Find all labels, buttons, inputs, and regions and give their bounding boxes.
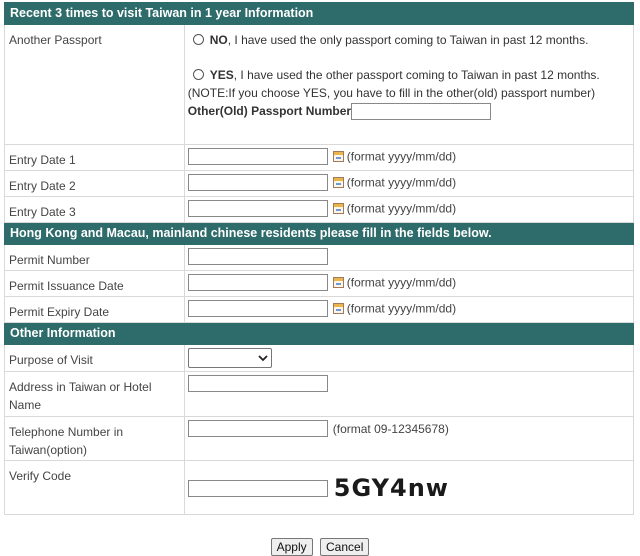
address-label: Address in Taiwan or Hotel Name	[5, 372, 185, 417]
permit-expiry-input[interactable]	[188, 300, 328, 317]
permit-issuance-input[interactable]	[188, 274, 328, 291]
telephone-input[interactable]	[188, 420, 328, 437]
old-passport-label: Other(Old) Passport Number	[187, 104, 352, 118]
cancel-button[interactable]: Cancel	[320, 538, 369, 556]
calendar-icon[interactable]	[333, 303, 344, 314]
option-yes-label: YES	[209, 68, 234, 82]
section-hk-macau-header: Hong Kong and Macau, mainland chinese residents please fill in the fields below.	[5, 223, 634, 245]
radio-no[interactable]	[193, 34, 204, 45]
calendar-icon[interactable]	[333, 277, 344, 288]
entry-date-1-label: Entry Date 1	[5, 145, 185, 171]
verify-code-input[interactable]	[188, 480, 328, 497]
visa-form	[4, 2, 634, 515]
calendar-icon[interactable]	[333, 177, 344, 188]
purpose-label: Purpose of Visit	[5, 345, 185, 372]
date-format-hint: (format yyyy/mm/dd)	[346, 301, 457, 316]
purpose-select[interactable]	[188, 348, 272, 368]
apply-button[interactable]: Apply	[271, 538, 313, 556]
section-other-info-header: Other Information	[5, 323, 634, 345]
entry-date-3-input[interactable]	[188, 200, 328, 217]
permit-number-input[interactable]	[188, 248, 328, 265]
another-passport-options	[188, 28, 633, 122]
another-passport-label: Another Passport	[5, 25, 185, 145]
entry-date-2-input[interactable]	[188, 174, 328, 191]
address-input[interactable]	[188, 375, 328, 392]
calendar-icon[interactable]	[333, 151, 344, 162]
date-format-hint: (format yyyy/mm/dd)	[346, 175, 457, 190]
entry-date-2-label: Entry Date 2	[5, 171, 185, 197]
verify-code-label: Verify Code	[5, 461, 185, 515]
entry-date-1-input[interactable]	[188, 148, 328, 165]
section-visit-history-header: Recent 3 times to visit Taiwan in 1 year Information	[5, 3, 634, 25]
date-format-hint: (format yyyy/mm/dd)	[346, 275, 457, 290]
calendar-icon[interactable]	[333, 203, 344, 214]
option-yes-text: , I have used the other passport coming to Taiwan in past 12 months.	[233, 68, 600, 82]
form-actions	[0, 538, 640, 556]
entry-date-3-label: Entry Date 3	[5, 197, 185, 223]
date-format-hint: (format yyyy/mm/dd)	[346, 201, 457, 216]
captcha-image: 5GY4nw	[333, 474, 449, 502]
chevron-down-icon	[258, 355, 268, 362]
radio-yes[interactable]	[193, 69, 204, 80]
option-no-text: , I have used the only passport coming to Taiwan in past 12 months.	[227, 33, 589, 47]
permit-number-label: Permit Number	[5, 245, 185, 271]
telephone-label: Telephone Number in Taiwan(option)	[5, 417, 185, 461]
option-no-label: NO	[209, 33, 228, 47]
date-format-hint: (format yyyy/mm/dd)	[346, 149, 457, 164]
old-passport-number-input[interactable]	[351, 103, 491, 120]
permit-issuance-label: Permit Issuance Date	[5, 271, 185, 297]
permit-expiry-label: Permit Expiry Date	[5, 297, 185, 323]
passport-note: (NOTE:If you choose YES, you have to fill in the other(old) passport number)	[187, 86, 596, 100]
telephone-format-hint: (format 09-12345678)	[332, 421, 449, 436]
